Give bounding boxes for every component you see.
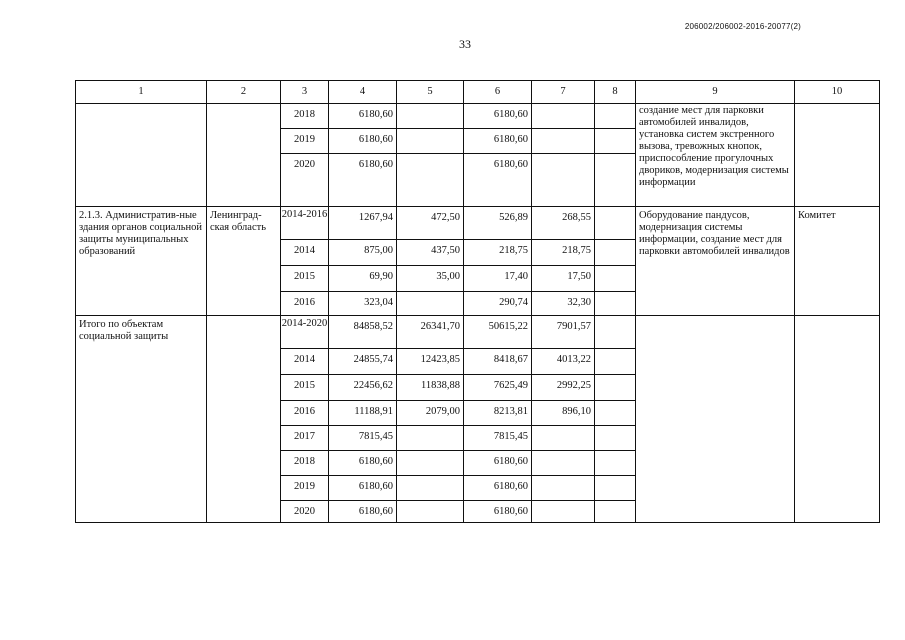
value-cell bbox=[532, 501, 595, 523]
value-cell: 323,04 bbox=[329, 292, 397, 316]
value-cell bbox=[532, 154, 595, 207]
value-cell: 8418,67 bbox=[464, 349, 532, 375]
value-cell: 7815,45 bbox=[464, 426, 532, 451]
value-cell: 12423,85 bbox=[397, 349, 464, 375]
value-cell: 17,50 bbox=[532, 266, 595, 292]
measures-text: Оборудование пандусов, модернизация системы информации, создание мест для парковки автомобилей инвалидов bbox=[636, 207, 795, 316]
value-cell: 7901,57 bbox=[532, 316, 595, 349]
cont-c1 bbox=[76, 104, 207, 207]
year-cell: 2020 bbox=[281, 501, 329, 523]
col-header-8: 8 bbox=[595, 81, 636, 104]
executor: Комитет bbox=[795, 207, 880, 316]
year-cell: 2014 bbox=[281, 349, 329, 375]
value-cell: 11188,91 bbox=[329, 401, 397, 426]
year-cell: 2020 bbox=[281, 154, 329, 207]
value-cell bbox=[397, 426, 464, 451]
region-name: Ленинград-ская область bbox=[207, 207, 281, 316]
value-cell: 6180,60 bbox=[329, 154, 397, 207]
header-row bbox=[76, 81, 880, 104]
value-cell bbox=[532, 129, 595, 154]
table-row bbox=[76, 207, 880, 240]
value-cell bbox=[595, 375, 636, 401]
value-cell: 6180,60 bbox=[464, 451, 532, 476]
value-cell bbox=[532, 451, 595, 476]
value-cell: 6180,60 bbox=[329, 501, 397, 523]
page-number: 33 bbox=[459, 37, 471, 51]
col-header-10: 10 bbox=[795, 81, 880, 104]
program-table bbox=[75, 80, 880, 523]
value-cell bbox=[397, 501, 464, 523]
value-cell: 7815,45 bbox=[329, 426, 397, 451]
value-cell bbox=[595, 349, 636, 375]
value-cell: 875,00 bbox=[329, 240, 397, 266]
total-c9 bbox=[636, 316, 795, 523]
value-cell: 1267,94 bbox=[329, 207, 397, 240]
value-cell: 526,89 bbox=[464, 207, 532, 240]
document-id: 206002/206002-2016-20077(2) bbox=[684, 22, 801, 31]
value-cell: 6180,60 bbox=[329, 476, 397, 501]
value-cell bbox=[595, 501, 636, 523]
value-cell: 218,75 bbox=[532, 240, 595, 266]
value-cell: 472,50 bbox=[397, 207, 464, 240]
value-cell bbox=[595, 292, 636, 316]
value-cell bbox=[595, 451, 636, 476]
value-cell: 22456,62 bbox=[329, 375, 397, 401]
year-cell: 2019 bbox=[281, 129, 329, 154]
value-cell: 2992,25 bbox=[532, 375, 595, 401]
col-header-4: 4 bbox=[329, 81, 397, 104]
col-header-5: 5 bbox=[397, 81, 464, 104]
value-cell: 4013,22 bbox=[532, 349, 595, 375]
value-cell bbox=[595, 476, 636, 501]
value-cell bbox=[532, 476, 595, 501]
value-cell bbox=[595, 240, 636, 266]
value-cell bbox=[397, 154, 464, 207]
table-row bbox=[76, 104, 880, 129]
value-cell: 50615,22 bbox=[464, 316, 532, 349]
measures-text: создание мест для парковки автомобилей инвалидов, установка систем экстренного вызова, тревожных кнопок, приспособление прогулочных двориков, модернизация системы информации bbox=[636, 104, 795, 207]
total-c2 bbox=[207, 316, 281, 523]
value-cell: 32,30 bbox=[532, 292, 595, 316]
value-cell: 7625,49 bbox=[464, 375, 532, 401]
value-cell bbox=[532, 426, 595, 451]
cont-c2 bbox=[207, 104, 281, 207]
value-cell bbox=[397, 104, 464, 129]
value-cell: 2079,00 bbox=[397, 401, 464, 426]
value-cell bbox=[397, 292, 464, 316]
year-cell: 2015 bbox=[281, 375, 329, 401]
year-cell: 2016 bbox=[281, 401, 329, 426]
year-cell: 2014-2020 bbox=[281, 316, 329, 349]
col-header-3: 3 bbox=[281, 81, 329, 104]
object-name: 2.1.3. Административ-ные здания органов социальной защиты муниципальных образований bbox=[76, 207, 207, 316]
value-cell bbox=[595, 104, 636, 129]
value-cell bbox=[397, 476, 464, 501]
year-cell: 2014-2016 bbox=[281, 207, 329, 240]
value-cell: 26341,70 bbox=[397, 316, 464, 349]
value-cell bbox=[595, 154, 636, 207]
value-cell bbox=[595, 426, 636, 451]
value-cell: 6180,60 bbox=[329, 129, 397, 154]
year-cell: 2019 bbox=[281, 476, 329, 501]
value-cell bbox=[397, 129, 464, 154]
value-cell: 6180,60 bbox=[464, 154, 532, 207]
cont-c10 bbox=[795, 104, 880, 207]
col-header-7: 7 bbox=[532, 81, 595, 104]
year-cell: 2015 bbox=[281, 266, 329, 292]
value-cell bbox=[532, 104, 595, 129]
year-cell: 2014 bbox=[281, 240, 329, 266]
value-cell: 437,50 bbox=[397, 240, 464, 266]
value-cell bbox=[595, 401, 636, 426]
value-cell: 6180,60 bbox=[329, 451, 397, 476]
total-c10 bbox=[795, 316, 880, 523]
value-cell: 218,75 bbox=[464, 240, 532, 266]
table-row bbox=[76, 316, 880, 349]
year-cell: 2017 bbox=[281, 426, 329, 451]
value-cell: 6180,60 bbox=[464, 129, 532, 154]
value-cell bbox=[595, 266, 636, 292]
value-cell: 6180,60 bbox=[329, 104, 397, 129]
value-cell: 24855,74 bbox=[329, 349, 397, 375]
value-cell: 290,74 bbox=[464, 292, 532, 316]
value-cell: 8213,81 bbox=[464, 401, 532, 426]
year-cell: 2016 bbox=[281, 292, 329, 316]
value-cell: 6180,60 bbox=[464, 104, 532, 129]
value-cell: 35,00 bbox=[397, 266, 464, 292]
value-cell bbox=[595, 316, 636, 349]
col-header-1: 1 bbox=[76, 81, 207, 104]
total-label: Итого по объектам социальной защиты bbox=[76, 316, 207, 523]
year-cell: 2018 bbox=[281, 104, 329, 129]
col-header-2: 2 bbox=[207, 81, 281, 104]
value-cell: 6180,60 bbox=[464, 501, 532, 523]
value-cell: 84858,52 bbox=[329, 316, 397, 349]
value-cell bbox=[595, 207, 636, 240]
value-cell: 6180,60 bbox=[464, 476, 532, 501]
col-header-6: 6 bbox=[464, 81, 532, 104]
value-cell bbox=[595, 129, 636, 154]
col-header-9: 9 bbox=[636, 81, 795, 104]
value-cell: 896,10 bbox=[532, 401, 595, 426]
year-cell: 2018 bbox=[281, 451, 329, 476]
value-cell: 69,90 bbox=[329, 266, 397, 292]
value-cell: 17,40 bbox=[464, 266, 532, 292]
value-cell bbox=[397, 451, 464, 476]
value-cell: 268,55 bbox=[532, 207, 595, 240]
value-cell: 11838,88 bbox=[397, 375, 464, 401]
